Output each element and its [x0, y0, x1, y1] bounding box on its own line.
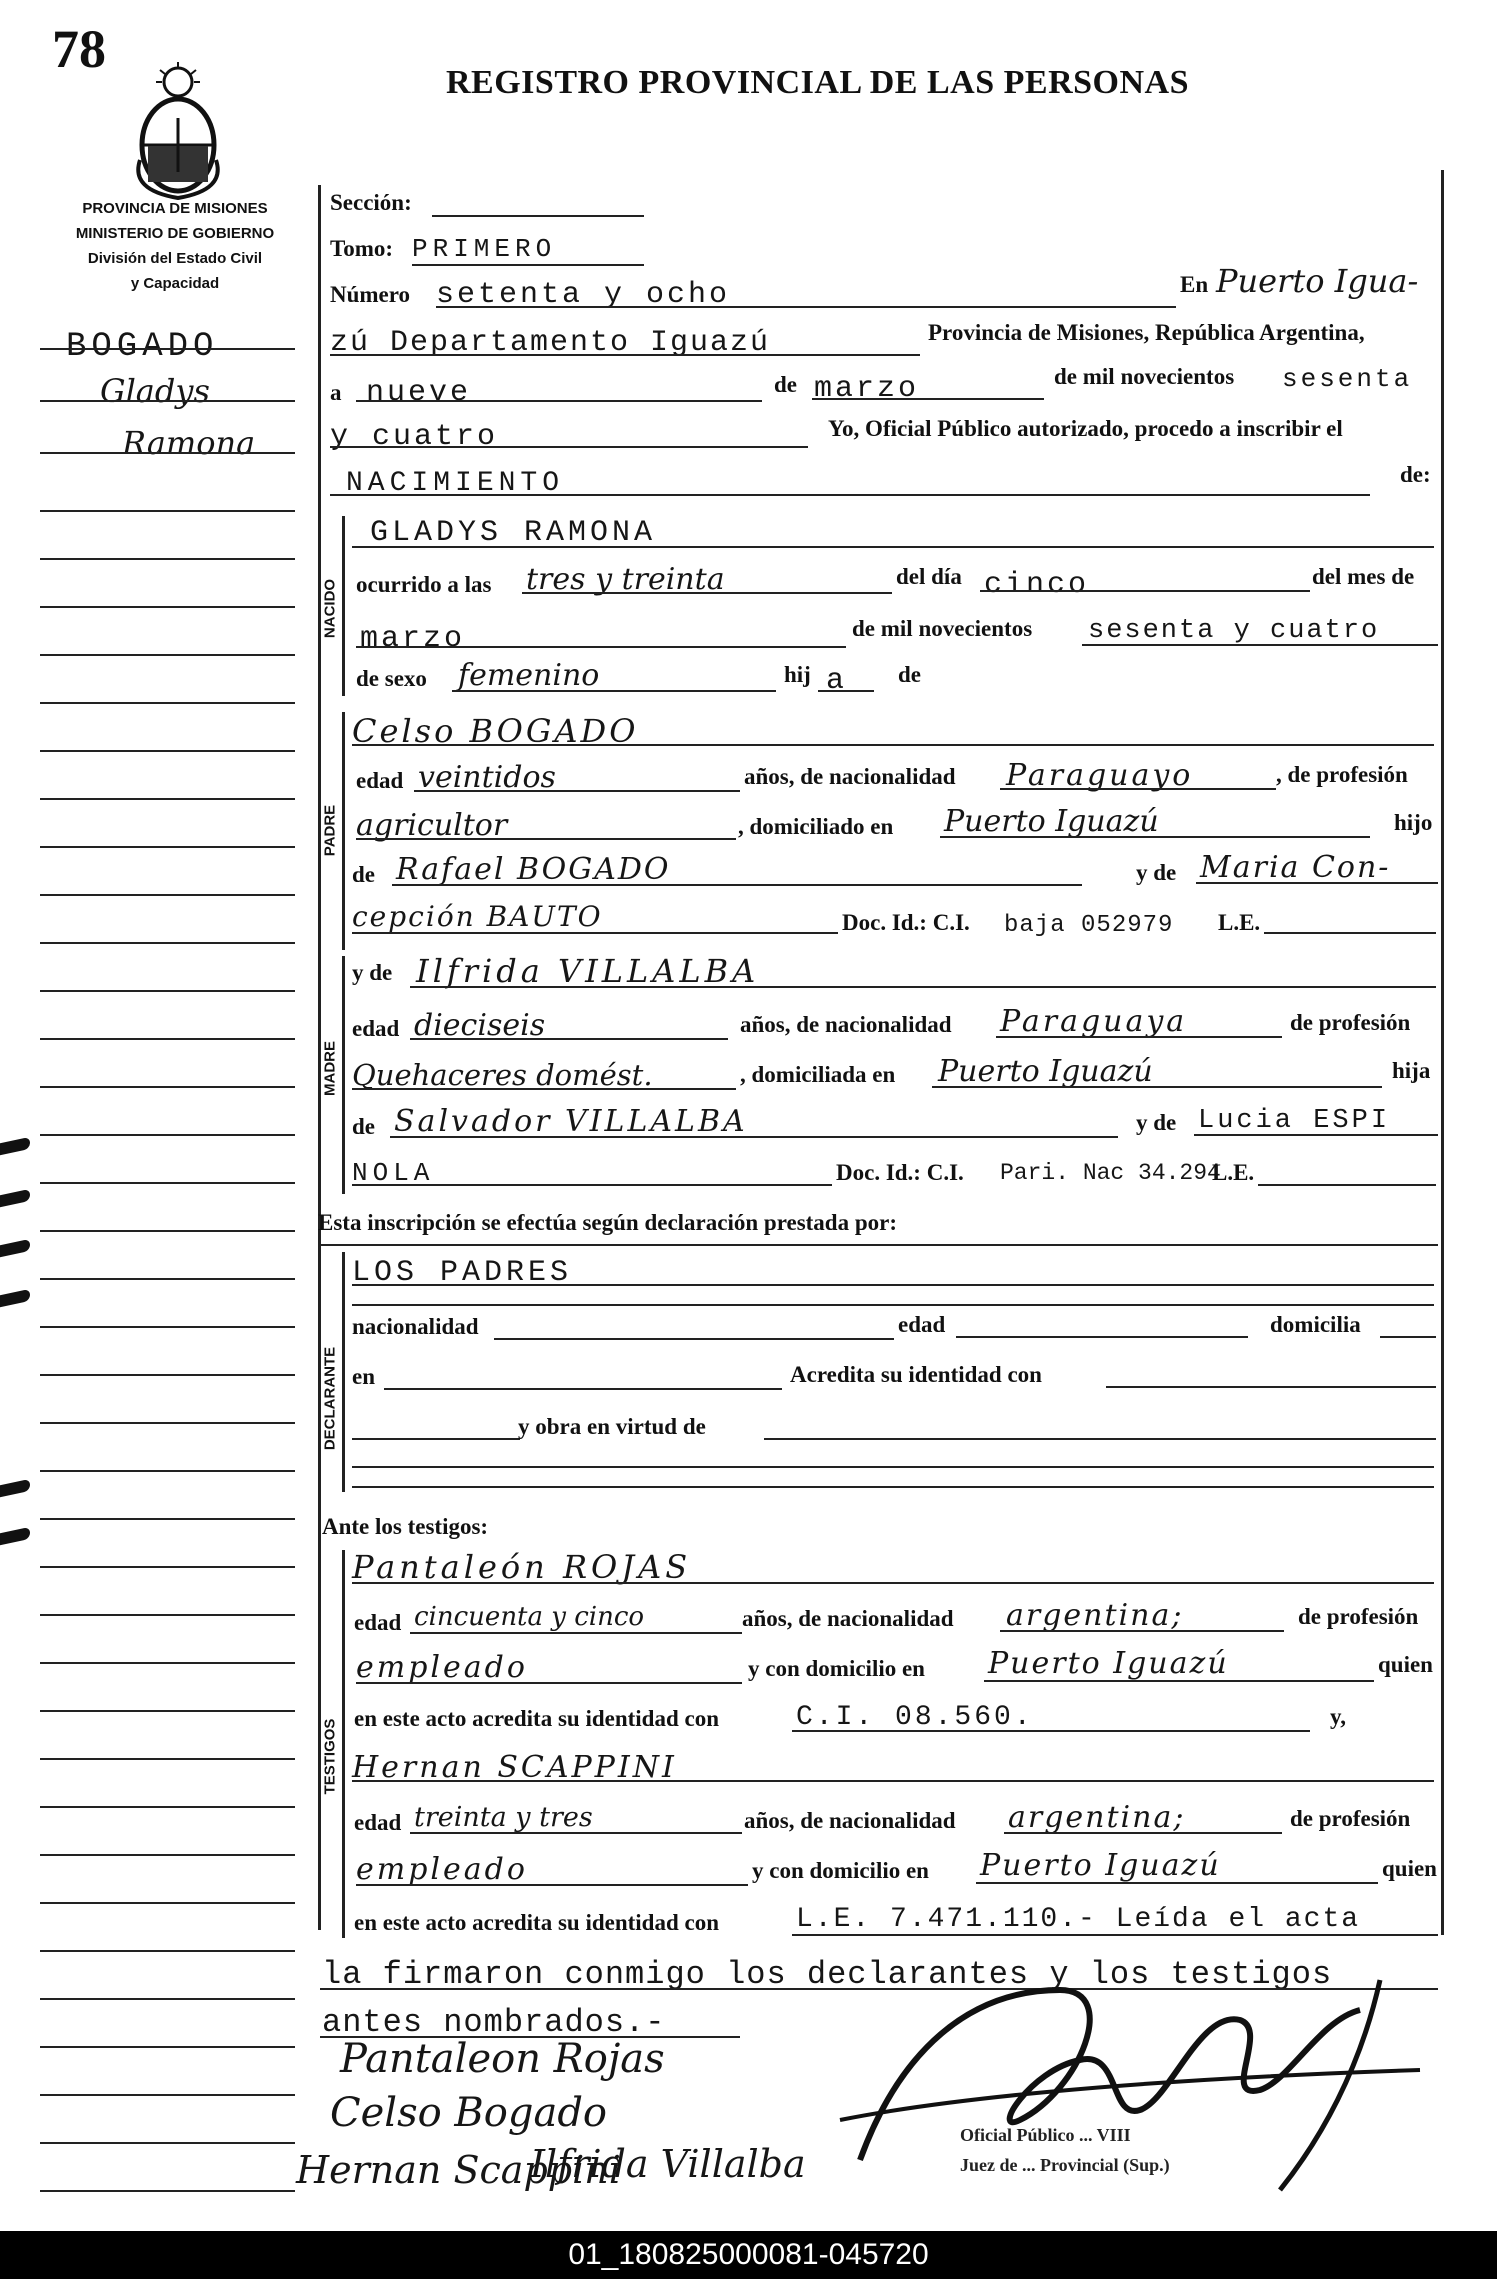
madre-y-de-label: y de	[352, 960, 393, 985]
section-label-declarante: DECLARANTE	[321, 1346, 339, 1451]
de-label: de	[774, 372, 797, 397]
testigo2-dom-value: Puerto Iguazú	[980, 1848, 1221, 1883]
numero-label: Número	[330, 282, 411, 307]
anio-nacimiento-value: sesenta y cuatro	[1088, 616, 1380, 646]
margin-rule	[40, 1854, 295, 1856]
binding-tick	[0, 1527, 30, 1545]
margin-rule	[40, 1758, 295, 1760]
mes-value: marzo	[814, 372, 920, 406]
madre-dom-label: , domiciliada en	[740, 1062, 896, 1087]
madre-prof-value: Quehaceres domést.	[352, 1058, 653, 1092]
numero-value: setenta y ocho	[436, 278, 731, 312]
margin-rule	[40, 942, 295, 944]
del-dia-label: del día	[896, 564, 962, 589]
madre-de-label: de	[352, 1114, 375, 1139]
padre-dom-value: Puerto Iguazú	[944, 804, 1159, 839]
testigo2-nombre: Hernan SCAPPINI	[352, 1750, 677, 1785]
margin-rule	[40, 1182, 295, 1184]
padre-y-de-label: y de	[1136, 860, 1177, 885]
en-value-1: Puerto Igua-	[1216, 262, 1419, 300]
margin-rule	[40, 1998, 295, 2000]
margin-rule	[40, 798, 295, 800]
madre-madre-de-2: NOLA	[352, 1158, 435, 1188]
margin-rule	[40, 1614, 295, 1616]
binding-tick	[0, 1189, 30, 1207]
sexo-label: de sexo	[356, 666, 427, 691]
madre-y-de2-label: y de	[1136, 1110, 1177, 1135]
declarante-nombre: LOS PADRES	[352, 1256, 573, 1290]
declarante-acredita-label: Acredita su identidad con	[790, 1362, 1042, 1387]
madre-nac-value: Paraguaya	[1000, 1004, 1188, 1039]
issuer-province: PROVINCIA DE MISIONES	[82, 200, 268, 217]
binding-tick	[0, 1289, 30, 1307]
margin-rule	[40, 1278, 295, 1280]
margin-surname: BOGADO	[66, 328, 219, 366]
margin-rule	[40, 2094, 295, 2096]
signature-villalba: Ilfrida Villalba	[530, 2142, 806, 2186]
scan-footer-id: 01_180825000081-045720	[0, 2231, 1497, 2279]
madre-edad-value: dieciseis	[414, 1008, 546, 1043]
madre-edad-label: edad	[352, 1016, 400, 1041]
madre-doc-value: Pari. Nac 34.294	[1000, 1160, 1221, 1186]
padre-de-label: de	[352, 862, 375, 887]
dia-value: nueve	[366, 376, 472, 410]
issuer-capacity: y Capacidad	[130, 275, 220, 292]
closing-line-2: antes nombrados.-	[322, 2004, 666, 2041]
madre-dom-value: Puerto Iguazú	[938, 1054, 1153, 1089]
binding-tick	[0, 1137, 30, 1155]
padre-nombre: Celso BOGADO	[352, 712, 639, 750]
hij-label: hij	[784, 662, 811, 687]
issuer-ministry: MINISTERIO DE GOBIERNO	[75, 225, 275, 242]
margin-rule	[40, 606, 295, 608]
stamp-line-2: Juez de ... Provincial (Sup.)	[960, 2155, 1170, 2175]
provincia-text: Provincia de Misiones, República Argentina,	[928, 320, 1365, 345]
tomo-label: Tomo:	[330, 236, 394, 261]
margin-rule	[40, 510, 295, 512]
issuer-division: División del Estado Civil	[87, 250, 263, 267]
margin-rule	[40, 400, 295, 402]
madre-le-label: L.E.	[1212, 1160, 1255, 1185]
dia-nacimiento-value: cinco	[984, 568, 1090, 602]
testigo2-edad-label: edad	[354, 1810, 402, 1835]
testigo2-prof-value: empleado	[356, 1852, 528, 1887]
madre-nombre: Ilfrida VILLALBA	[416, 952, 760, 990]
tomo-value: PRIMERO	[412, 234, 557, 264]
document-title: REGISTRO PROVINCIAL DE LAS PERSONAS	[446, 64, 1189, 101]
margin-rule	[40, 1086, 295, 1088]
margin-rule	[40, 452, 295, 454]
declarante-nac-label: nacionalidad	[352, 1314, 479, 1339]
ante-testigos-label: Ante los testigos:	[322, 1514, 489, 1539]
margin-rule	[40, 846, 295, 848]
section-label-padre: PADRE	[321, 804, 339, 857]
madre-hija-label: hija	[1392, 1058, 1431, 1083]
margin-rule	[40, 1710, 295, 1712]
signature-bogado: Celso Bogado	[330, 2090, 608, 2136]
acto-value: NACIMIENTO	[346, 468, 565, 499]
section-label-nacido: NACIDO	[321, 578, 339, 639]
page-number: 78	[52, 19, 106, 79]
issuer-block	[40, 196, 310, 296]
declaracion-text: Esta inscripción se efectúa según declaración prestada por:	[318, 1210, 898, 1235]
padre-edad-label: edad	[356, 768, 404, 793]
testigo2-prof-label: de profesión	[1290, 1806, 1411, 1831]
sexo-value: femenino	[458, 658, 600, 693]
margin-rule	[40, 2142, 295, 2144]
declarante-dom-label: domicilia	[1270, 1312, 1361, 1337]
testigo1-edad-value: cincuenta y cinco	[414, 1602, 645, 1632]
margin-rule	[40, 1902, 295, 1904]
testigo1-prof-label: de profesión	[1298, 1604, 1419, 1629]
margin-rule	[40, 1566, 295, 1568]
testigo1-prof-value: empleado	[356, 1650, 528, 1685]
margin-rule	[40, 1518, 295, 1520]
testigo1-acredita-label: en este acto acredita su identidad con	[354, 1706, 720, 1731]
binding-tick	[0, 1479, 30, 1497]
margin-rule	[40, 894, 295, 896]
margin-rule	[40, 1374, 295, 1376]
testigo1-nac-label: años, de nacionalidad	[742, 1606, 954, 1631]
margin-rule	[40, 750, 295, 752]
section-label-madre: MADRE	[321, 1041, 339, 1096]
testigo2-acredita-label: en este acto acredita su identidad con	[354, 1910, 720, 1935]
section-label-testigos: TESTIGOS	[321, 1718, 339, 1795]
margin-rule	[40, 348, 295, 350]
signature-scappini: Hernan Scappini	[296, 2148, 621, 2192]
testigo2-dom-label: y con domicilio en	[752, 1858, 929, 1883]
seccion-label: Sección:	[330, 190, 412, 215]
margin-rule	[40, 1422, 295, 1424]
margin-name2: Ramona	[122, 424, 256, 462]
testigo1-id-value: C.I. 08.560.	[796, 1702, 1034, 1733]
form-right-border	[1441, 170, 1444, 1935]
madre-doc-label: Doc. Id.: C.I.	[836, 1160, 964, 1185]
padre-padre-de: Rafael BOGADO	[396, 852, 671, 887]
en-value-2: zú Departamento Iguazú	[330, 326, 771, 360]
mil-nacimiento-label: de mil novecientos	[852, 616, 1033, 641]
declarante-edad-label: edad	[898, 1312, 946, 1337]
testigo1-quien-label: quien	[1378, 1652, 1433, 1677]
padre-prof-value: agricultor	[356, 808, 508, 843]
closing-line-1: la firmaron conmigo los declarantes y los testigos	[322, 1956, 1333, 1993]
margin-rule	[40, 1326, 295, 1328]
padre-le-label: L.E.	[1218, 910, 1261, 935]
madre-prof-label: de profesión	[1290, 1010, 1411, 1035]
padre-madre-de-2: cepción BAUTO	[352, 900, 603, 933]
testigo1-nac-value: argentina;	[1006, 1598, 1184, 1633]
testigo2-id-value: L.E. 7.471.110.- Leída el acta	[796, 1904, 1361, 1935]
padre-nac-label: años, de nacionalidad	[744, 764, 956, 789]
testigo2-nac-value: argentina;	[1008, 1800, 1186, 1835]
hora-value: tres y treinta	[526, 562, 725, 597]
padre-dom-label: , domiciliado en	[738, 814, 894, 839]
coat-of-arms-emblem	[130, 60, 226, 200]
margin-rule	[40, 558, 295, 560]
a-label: a	[330, 380, 342, 405]
testigo1-nombre: Pantaleón ROJAS	[352, 1548, 692, 1586]
margin-rule	[40, 2046, 295, 2048]
margin-rule	[40, 1662, 295, 1664]
padre-edad-value: veintidos	[418, 760, 556, 795]
margin-rule	[40, 702, 295, 704]
padre-doc-value: baja 052979	[1004, 912, 1174, 939]
ocurrido-label: ocurrido a las	[356, 572, 492, 597]
testigo1-edad-label: edad	[354, 1610, 402, 1635]
signature-rojas: Pantaleon Rojas	[340, 2036, 665, 2082]
madre-madre-de-1: Lucia ESPI	[1198, 1106, 1391, 1136]
testigo2-quien-label: quien	[1382, 1856, 1437, 1881]
margin-rule	[40, 990, 295, 992]
hij-de-label: de	[898, 662, 921, 687]
madre-nac-label: años, de nacionalidad	[740, 1012, 952, 1037]
padre-doc-label: Doc. Id.: C.I.	[842, 910, 970, 935]
margin-rule	[40, 1038, 295, 1040]
margin-rule	[40, 1134, 295, 1136]
anio-value-2: y cuatro	[330, 420, 499, 454]
madre-padre-de: Salvador VILLALBA	[394, 1104, 748, 1139]
mes-nacimiento-value: marzo	[360, 622, 466, 656]
testigo2-nac-label: años, de nacionalidad	[744, 1808, 956, 1833]
margin-rule	[40, 1950, 295, 1952]
margin-name1: Gladys	[100, 372, 210, 410]
testigo2-edad-value: treinta y tres	[414, 1802, 593, 1833]
anio-value-1: sesenta	[1282, 364, 1413, 394]
binding-tick	[0, 1239, 30, 1257]
testigo1-dom-value: Puerto Iguazú	[988, 1646, 1229, 1681]
padre-hijo-label: hijo	[1394, 810, 1433, 835]
mil-label: de mil novecientos	[1054, 364, 1235, 389]
margin-rule	[40, 2190, 295, 2192]
declarante-obra-label: y obra en virtud de	[518, 1414, 706, 1439]
declarante-en-label: en	[352, 1364, 375, 1389]
margin-rule	[40, 1470, 295, 1472]
margin-rule	[40, 654, 295, 656]
en-label: En	[1180, 272, 1209, 297]
testigo1-y-label: y,	[1330, 1704, 1346, 1729]
hij-value: a	[826, 664, 850, 698]
official-stamp	[960, 2120, 1170, 2180]
margin-rule	[40, 1806, 295, 1808]
del-mes-label: del mes de	[1312, 564, 1415, 589]
testigo1-dom-label: y con domicilio en	[748, 1656, 925, 1681]
oficial-text: Yo, Oficial Público autorizado, procedo a inscribir el	[828, 416, 1343, 441]
nacido-nombre: GLADYS RAMONA	[370, 516, 657, 550]
padre-nac-value: Paraguayo	[1006, 758, 1194, 793]
padre-madre-de-1: Maria Con-	[1200, 850, 1391, 885]
margin-rule	[40, 1230, 295, 1232]
padre-prof-label: , de profesión	[1276, 762, 1408, 787]
stamp-line-1: Oficial Público ... VIII	[960, 2125, 1131, 2145]
de-end-label: de:	[1400, 462, 1431, 487]
